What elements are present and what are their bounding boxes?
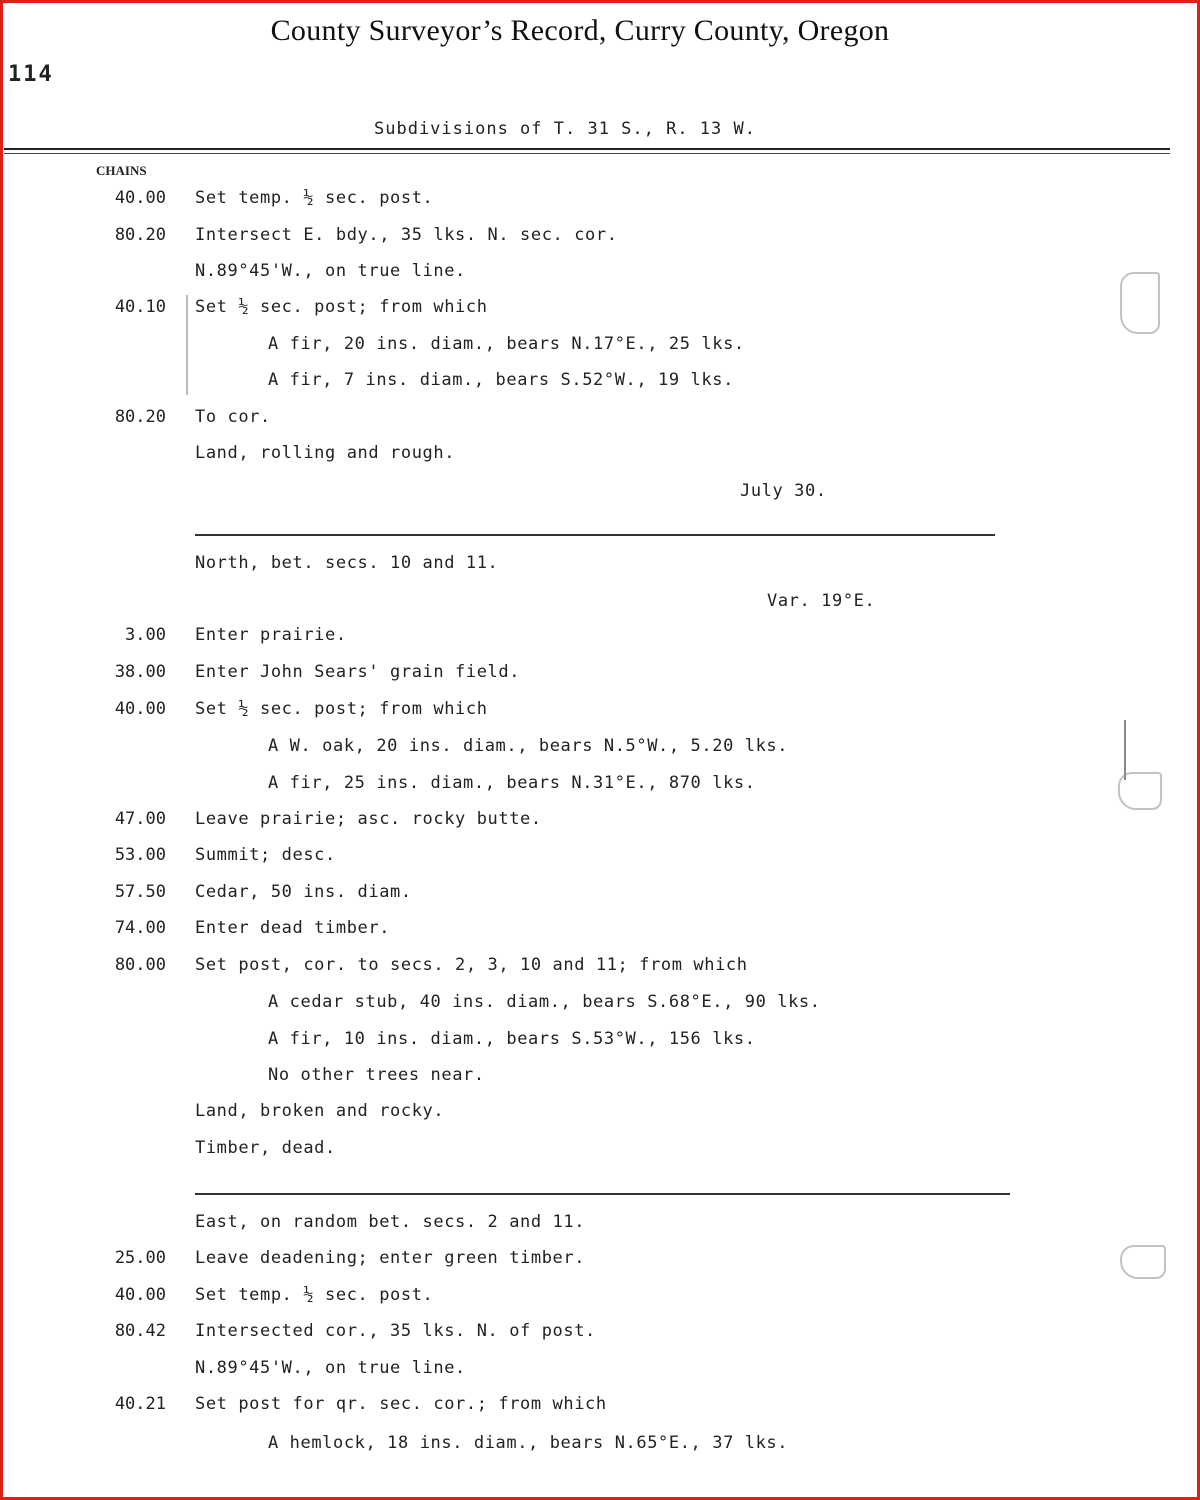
entry-text: N.89°45'W., on true line. [195,261,466,281]
entry-text: A hemlock, 18 ins. diam., bears N.65°E., 37 lks. [268,1433,789,1453]
entry-row [0,1243,1200,1273]
page-number: 114 [8,62,54,87]
entry-row [0,1133,1200,1163]
entry-text: North, bet. secs. 10 and 11. [195,553,499,573]
entry-row [0,220,1200,250]
entry-row [0,1389,1200,1419]
chain-distance: 3.00 [125,625,166,645]
entry-row [0,1280,1200,1310]
chain-distance: 40.00 [114,188,166,208]
entry-row [0,731,1200,761]
section-divider [195,1193,1010,1195]
entry-text: Intersected cor., 35 lks. N. of post. [195,1321,596,1341]
entry-text: Cedar, 50 ins. diam. [195,882,412,902]
margin-scribble [1120,1245,1166,1279]
entry-text: Summit; desc. [195,845,336,865]
entry-text: Land, rolling and rough. [195,443,456,463]
section-divider [195,534,995,536]
entry-text: Set post for qr. sec. cor.; from which [195,1394,607,1414]
entry-text: Enter dead timber. [195,918,391,938]
chain-distance: 40.00 [114,699,166,719]
entry-row [0,476,1200,506]
page-title: County Surveyor’s Record, Curry County, Oregon [270,14,890,47]
margin-scribble [1118,772,1162,810]
entry-text: Leave deadening; enter green timber. [195,1248,586,1268]
entry-text: No other trees near. [268,1065,485,1085]
entry-row [0,402,1200,432]
entry-text: A fir, 20 ins. diam., bears N.17°E., 25 lks. [268,334,745,354]
entry-row [0,987,1200,1017]
entry-text: To cor. [195,407,271,427]
entry-row [0,1096,1200,1126]
entry-row [0,256,1200,286]
entry-text: Enter prairie. [195,625,347,645]
entry-row [0,877,1200,907]
entry-row [0,950,1200,980]
chain-distance: 25.00 [114,1248,166,1268]
entry-text: A fir, 7 ins. diam., bears S.52°W., 19 lks. [268,370,734,390]
entry-text: Intersect E. bdy., 35 lks. N. sec. cor. [195,225,618,245]
entry-row [0,365,1200,395]
entry-row [0,1353,1200,1383]
chain-distance: 80.20 [114,407,166,427]
entry-text: July 30. [740,481,827,501]
chain-distance: 47.00 [114,809,166,829]
entry-row [0,657,1200,687]
entry-text: N.89°45'W., on true line. [195,1358,466,1378]
entry-row [0,548,1200,578]
entry-row [0,620,1200,650]
chain-distance: 80.42 [114,1321,166,1341]
chain-distance: 57.50 [114,882,166,902]
entry-text: Set temp. ½ sec. post. [195,188,434,208]
entry-row [0,768,1200,798]
entry-text: Leave prairie; asc. rocky butte. [195,809,542,829]
margin-scribble [1120,272,1160,334]
entry-row [0,913,1200,943]
header-rule [4,148,1170,150]
entry-row [0,438,1200,468]
entry-text: East, on random bet. secs. 2 and 11. [195,1212,586,1232]
entry-text: A fir, 25 ins. diam., bears N.31°E., 870 lks. [268,773,756,793]
entry-text: Enter John Sears' grain field. [195,662,521,682]
entry-text: Set temp. ½ sec. post. [195,1285,434,1305]
entry-text: Land, broken and rocky. [195,1101,445,1121]
entry-row [0,1316,1200,1346]
entry-row [0,183,1200,213]
subheading: Subdivisions of T. 31 S., R. 13 W. [374,119,756,139]
entry-row [0,1060,1200,1090]
margin-mark [186,295,188,395]
entry-row [0,586,1200,616]
entry-row [0,694,1200,724]
entry-text: A W. oak, 20 ins. diam., bears N.5°W., 5.20 lks. [268,736,789,756]
chain-distance: 40.21 [114,1394,166,1414]
entry-row [0,840,1200,870]
chain-distance: 38.00 [114,662,166,682]
entry-row [0,1207,1200,1237]
entry-row [0,1024,1200,1054]
entry-text: A fir, 10 ins. diam., bears S.53°W., 156 lks. [268,1029,756,1049]
chain-distance: 74.00 [114,918,166,938]
entry-text: Set ½ sec. post; from which [195,297,488,317]
entry-text: Timber, dead. [195,1138,336,1158]
entry-row [0,292,1200,322]
chain-distance: 40.00 [114,1285,166,1305]
header-rule-secondary [4,153,1170,154]
entry-row [0,329,1200,359]
chains-column-label: CHAINS [96,163,147,178]
entry-row [0,804,1200,834]
entry-text: Set post, cor. to secs. 2, 3, 10 and 11; from which [195,955,748,975]
entry-text: Set ½ sec. post; from which [195,699,488,719]
entry-row [0,1428,1200,1458]
chain-distance: 80.00 [114,955,166,975]
chain-distance: 53.00 [114,845,166,865]
chain-distance: 40.10 [114,297,166,317]
entry-text: A cedar stub, 40 ins. diam., bears S.68°E., 90 lks. [268,992,821,1012]
entry-text: Var. 19°E. [767,591,876,611]
margin-mark [1124,720,1126,780]
chain-distance: 80.20 [114,225,166,245]
